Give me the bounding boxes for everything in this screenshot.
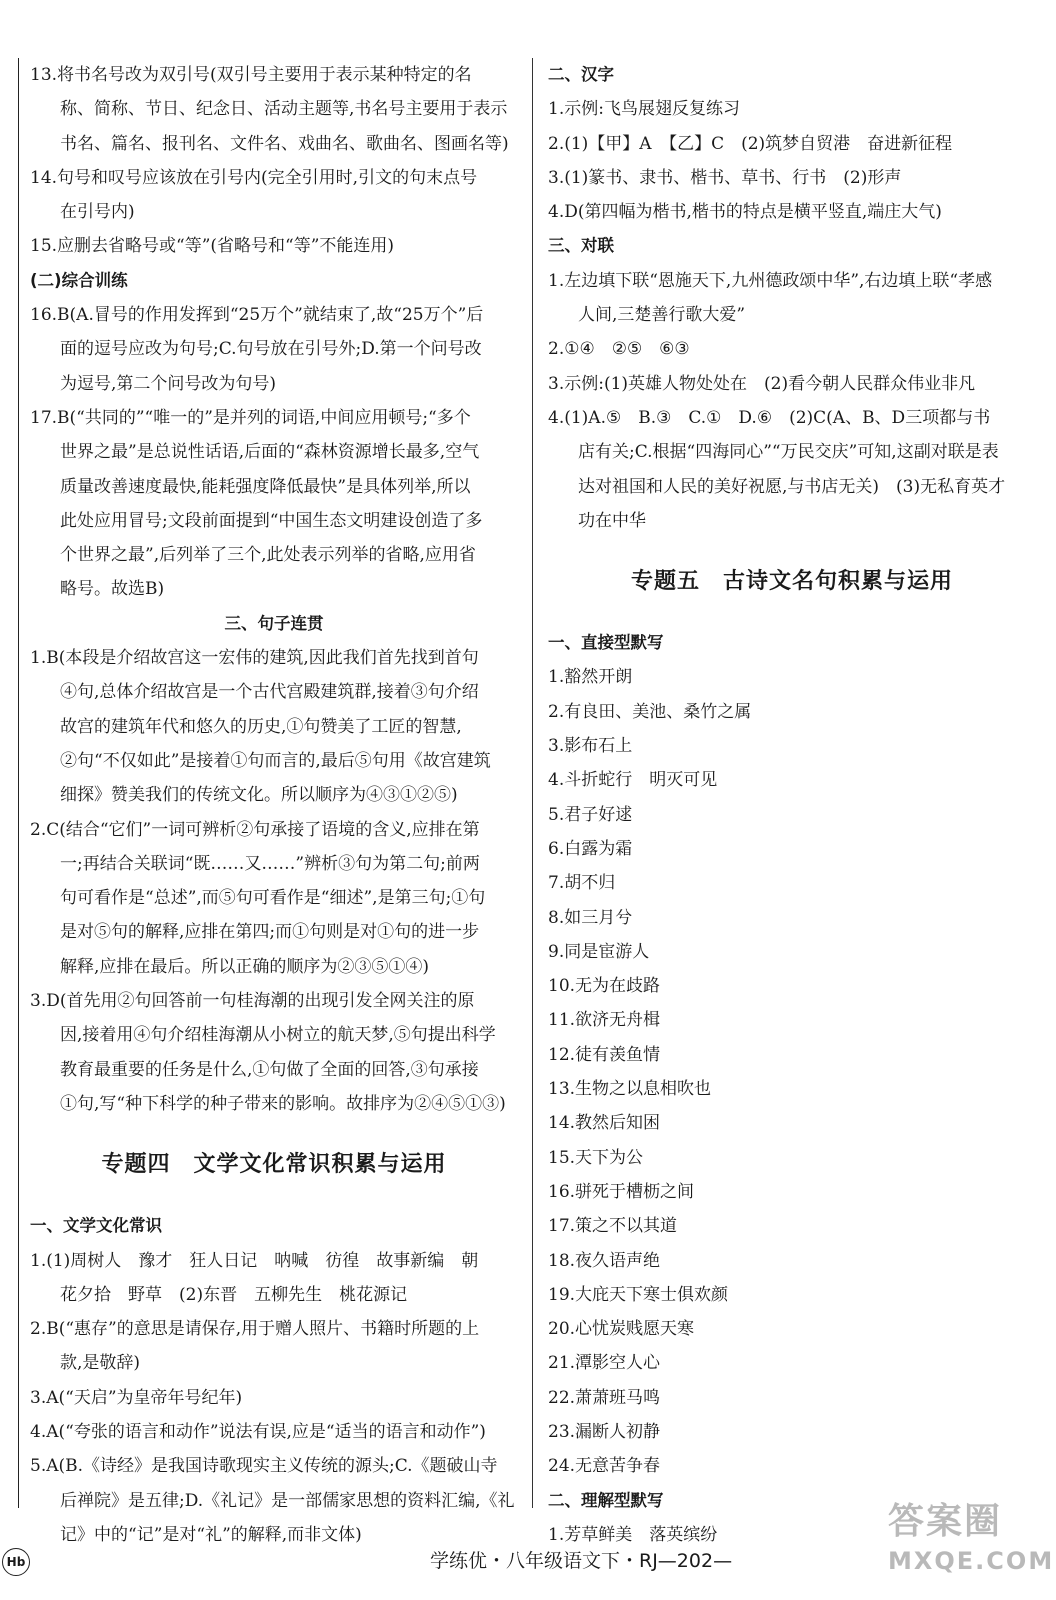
dictation-item: 9.同是宦游人	[548, 941, 650, 962]
dictation-item: 7.胡不归	[548, 873, 616, 894]
section-heading-comprehensive: (二)综合训练	[30, 270, 128, 290]
coherence-2-line4: 是对⑤句的解释,应排在第四;而①句则是对①句的进一步	[60, 922, 480, 943]
dictation-item: 4.斗折蛇行 明灭可见	[548, 770, 718, 791]
dictation-item: 1.豁然开朗	[548, 667, 633, 688]
dictation-item: 11.欲济无舟楫	[548, 1010, 661, 1031]
dictation-item: 19.大庇天下寒士俱欢颜	[548, 1284, 729, 1305]
answer-14-line2: 在引号内)	[60, 202, 135, 223]
answer-13-line2: 称、简称、节日、纪念日、活动主题等,书名号主要用于表示	[60, 99, 508, 120]
dictation-item: 21.潭影空人心	[548, 1353, 661, 1374]
hanzi-4: 4.D(第四幅为楷书,楷书的特点是横平竖直,端庄大气)	[548, 202, 942, 223]
section-heading-understanding-dictation: 二、理解型默写	[548, 1490, 664, 1510]
couplet-4-line3: 达对祖国和人民的美好祝愿,与书店无关) (3)无私育英才	[578, 476, 1006, 497]
coherence-1-line4: ②句“不仅如此”是接着①句而言的,最后⑤句用《故宫建筑	[60, 750, 491, 771]
answer-17-line1: 17.B(“共同的”“唯一的”是并列的词语,中间应用顿号;“多个	[30, 407, 471, 428]
couplet-4-line1: 4.(1)A.⑤ B.③ C.① D.⑥ (2)C(A、B、D三项都与书	[548, 407, 991, 428]
couplet-3: 3.示例:(1)英雄人物处处在 (2)看今朝人民群众伟业非凡	[548, 373, 976, 394]
watermark-top-text: 答案圈	[888, 1501, 1003, 1542]
understanding-1: 1.芳草鲜美 落英缤纷	[548, 1524, 718, 1545]
answer-17-line2: 世界之最”是总说性话语,后面的“森林资源增长最多,空气	[60, 442, 480, 463]
watermark-logo	[888, 1498, 1055, 1590]
dictation-item: 13.生物之以息相吹也	[548, 1079, 712, 1100]
dictation-item: 17.策之不以其道	[548, 1216, 678, 1237]
section-heading-couplet: 三、对联	[548, 236, 614, 256]
dictation-item: 14.教然后知困	[548, 1113, 661, 1134]
answer-17-line3: 质量改善速度最快,能耗强度降低最快”是具体列举,所以	[60, 476, 471, 497]
dictation-item: 16.骈死于槽枥之间	[548, 1181, 695, 1202]
coherence-1-line3: 故宫的建筑年代和悠久的历史,①句赞美了工匠的智慧,	[60, 716, 462, 737]
coherence-1-line5: 细探》赞美我们的传统文化。所以顺序为④③①②⑤)	[60, 785, 458, 806]
section-heading-literature: 一、文学文化常识	[30, 1216, 162, 1236]
dictation-item: 8.如三月兮	[548, 907, 633, 928]
coherence-2-line2: 一;再结合关联词“既……又……”辨析③句为第二句;前两	[60, 853, 480, 874]
dictation-item: 15.天下为公	[548, 1147, 644, 1168]
watermark-bottom-text: MXQE.COM	[888, 1547, 1055, 1575]
dictation-item: 12.徒有羡鱼情	[548, 1044, 661, 1065]
couplet-1-line2: 人间,三楚善行歌大爱”	[578, 305, 746, 326]
coherence-1-line2: ④句,总体介绍故宫是一个古代宫殿建筑群,接着③句介绍	[60, 682, 479, 703]
literature-5-line1: 5.A(B.《诗经》是我国诗歌现实主义传统的源头;C.《题破山寺	[30, 1456, 498, 1477]
literature-1-line1: 1.(1)周树人 豫才 狂人日记 呐喊 彷徨 故事新编 朝	[30, 1250, 479, 1271]
coherence-2-line1: 2.C(结合“它们”一词可辨析②句承接了语境的含义,应排在第	[30, 819, 480, 840]
answer-15: 15.应删去省略号或“等”(省略号和“等”不能连用)	[30, 236, 395, 257]
hanzi-1: 1.示例:飞鸟展翅反复练习	[548, 99, 740, 120]
coherence-3-line2: 因,接着用④句介绍桂海潮从小树立的航天梦,⑤句提出科学	[60, 1025, 496, 1046]
answer-17-line4: 此处应用冒号;文段前面提到“中国生态文明建设创造了多	[60, 510, 483, 531]
couplet-4-line2: 店有关;C.根据“四海同心”“万民交庆”可知,这副对联是表	[578, 442, 999, 463]
left-column	[30, 58, 518, 1552]
literature-3: 3.A(“天启”为皇帝年号纪年)	[30, 1387, 243, 1408]
answer-17-line6: 略号。故选B)	[60, 579, 165, 600]
page-left-rule	[18, 58, 19, 1508]
answer-16-line3: 为逗号,第二个问号改为句号)	[60, 373, 277, 394]
answer-13-line1: 13.将书名号改为双引号(双引号主要用于表示某种特定的名	[30, 65, 472, 85]
section-heading-coherence: 三、句子连贯	[224, 613, 324, 633]
answer-14-line1: 14.句号和叹号应该放在引号内(完全引用时,引文的句末点号	[30, 167, 478, 188]
literature-1-line2: 花夕拾 野草 (2)东晋 五柳先生 桃花源记	[60, 1284, 408, 1305]
couplet-4-line4: 功在中华	[578, 510, 646, 531]
coherence-1-line1: 1.B(本段是介绍故宫这一宏伟的建筑,因此我们首先找到首句	[30, 648, 479, 669]
coherence-3-line4: ①句,写“种下科学的种子带来的影响。故排序为②④⑤①③)	[60, 1093, 506, 1114]
couplet-2: 2.①④ ②⑤ ⑥③	[548, 339, 690, 360]
dictation-item: 2.有良田、美池、桑竹之属	[548, 701, 752, 722]
dictation-item: 10.无为在歧路	[548, 976, 661, 997]
dictation-item: 22.萧萧班马鸣	[548, 1387, 661, 1408]
literature-2-line1: 2.B(“惠存”的意思是请保存,用于赠人照片、书籍时所题的上	[30, 1319, 480, 1340]
hb-badge-icon: Hb	[2, 1548, 30, 1576]
dictation-item: 3.影布石上	[548, 736, 633, 757]
literature-4: 4.A(“夸张的语言和动作”说法有误,应是“适当的语言和动作”)	[30, 1421, 486, 1442]
section-heading-hanzi: 二、汉字	[548, 65, 614, 84]
right-column	[548, 58, 1036, 1552]
section-heading-direct-dictation: 一、直接型默写	[548, 633, 664, 653]
literature-5-line2: 后禅院》是五律;D.《礼记》是一部儒家思想的资料汇编,《礼	[60, 1490, 515, 1511]
literature-2-line2: 款,是敬辞)	[60, 1353, 141, 1374]
topic-4-title: 专题四 文学文化常识积累与运用	[101, 1152, 447, 1178]
dictation-item: 6.白露为霜	[548, 838, 633, 859]
dictation-item: 24.无意苦争春	[548, 1456, 661, 1477]
answer-13-line3: 书名、篇名、报刊名、文件名、戏曲名、歌曲名、图画名等)	[60, 133, 509, 154]
topic-5-title: 专题五 古诗文名句积累与运用	[630, 569, 953, 595]
coherence-2-line3: 句可看作是“总述”,而⑤句可看作是“细述”,是第三句;①句	[60, 888, 486, 909]
answer-16-line2: 面的逗号应改为句号;C.句号放在引号外;D.第一个问号改	[60, 339, 482, 360]
answer-16-line1: 16.B(A.冒号的作用发挥到“25万个”就结束了,故“25万个”后	[30, 305, 484, 326]
dictation-item: 23.漏断人初静	[548, 1421, 661, 1442]
dictation-item: 20.心忧炭贱愿天寒	[548, 1319, 695, 1340]
hanzi-2: 2.(1)【甲】A 【乙】C (2)筑梦自贸港 奋进新征程	[548, 133, 953, 154]
literature-5-line3: 记》中的“记”是对“礼”的解释,而非文体)	[60, 1524, 362, 1545]
hanzi-3: 3.(1)篆书、隶书、楷书、草书、行书 (2)形声	[548, 167, 902, 188]
footer-page-label: 学练优・八年级语文下・RJ—202—	[430, 1550, 733, 1572]
dictation-item: 18.夜久语声绝	[548, 1250, 661, 1271]
couplet-1-line1: 1.左边填下联“恩施天下,九州德政颂中华”,右边填上联“孝感	[548, 270, 993, 291]
coherence-3-line3: 教育最重要的任务是什么,①句做了全面的回答,③句承接	[60, 1059, 479, 1080]
dictation-item: 5.君子好逑	[548, 804, 633, 825]
coherence-3-line1: 3.D(首先用②句回答前一句桂海潮的出现引发全网关注的原	[30, 991, 475, 1012]
coherence-2-line5: 解释,应排在最后。所以正确的顺序为②③⑤①④)	[60, 956, 430, 977]
answer-17-line5: 个世界之最”,后列举了三个,此处表示列举的省略,应用省	[60, 545, 476, 566]
column-divider	[532, 58, 533, 1508]
